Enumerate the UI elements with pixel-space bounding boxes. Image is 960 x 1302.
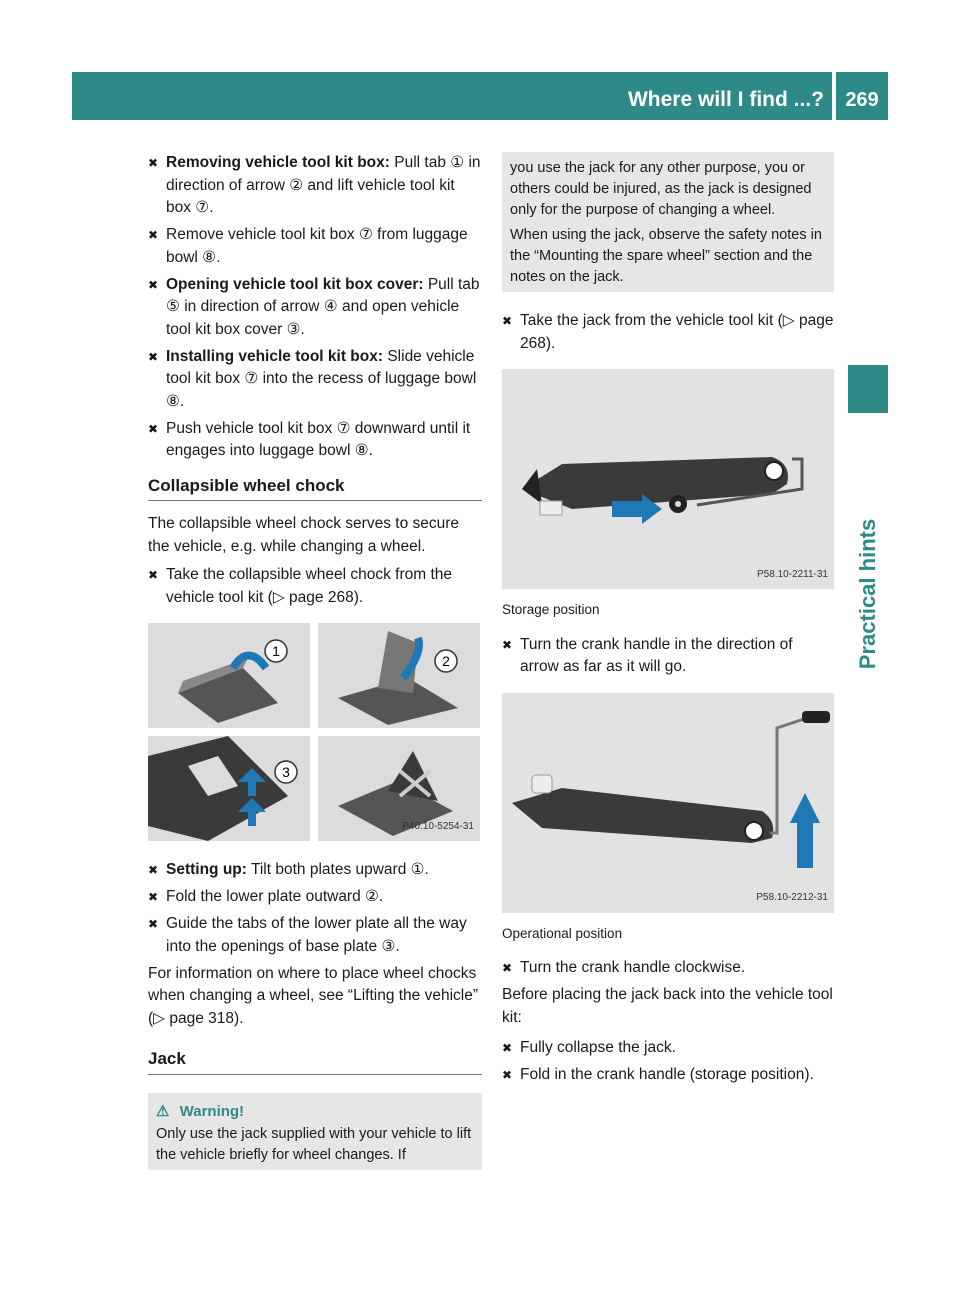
step-arrow-icon: ✖	[148, 890, 159, 904]
callout-2: 2	[442, 653, 450, 669]
figure-caption: Operational position	[502, 925, 623, 941]
step-arrow-icon: ✖	[148, 277, 159, 292]
figure-code: P58.10-2212-31	[756, 892, 828, 903]
figure-caption: Storage position	[502, 602, 600, 617]
step-arrow-icon: ✖	[502, 1068, 513, 1082]
jack-storage-figure	[502, 369, 834, 589]
chock-image-step2	[318, 623, 480, 728]
step-item	[148, 152, 482, 220]
step-text	[166, 226, 468, 266]
chock-info: For information on where to place wheel chocks when changing a wheel, see “Lifting the vehicle” (▷ page 318).	[148, 964, 479, 1027]
step-bold-label: Setting up:	[166, 861, 247, 878]
step-item	[148, 859, 482, 882]
step-text	[166, 915, 467, 955]
step-body: Tilt both plates upward ①.	[246, 861, 429, 878]
page-title: Where will I find ...?	[627, 88, 824, 111]
step-item	[148, 224, 482, 269]
step-item	[148, 274, 482, 342]
step-item	[148, 886, 482, 909]
step-item	[502, 1064, 834, 1087]
step-arrow-icon: ✖	[148, 568, 159, 582]
chock-image-step3	[148, 736, 310, 841]
step-text	[166, 348, 476, 410]
warning-title-text: Warning!	[179, 1102, 245, 1120]
step-arrow-icon: ✖	[148, 228, 159, 242]
step-body: Push vehicle tool kit box ⑦ downward until it engages into luggage bowl ⑧.	[166, 419, 471, 459]
before-placing-text: Before placing the jack back into the vehicle tool kit:	[502, 986, 833, 1026]
step-body: Pull tab ⑤ in direction of arrow ④ and open vehicle tool kit box cover ③.	[166, 275, 480, 338]
step-item	[502, 634, 834, 679]
warning-safety-notes: When using the jack, observe the safety notes in the “Mounting the spare wheel” section and the notes on the jack.	[510, 227, 822, 285]
step-item	[148, 418, 482, 463]
figure-code: P58.10-2211-31	[757, 568, 828, 580]
warning-box-continued	[502, 152, 834, 292]
chock-image-step1	[148, 623, 310, 728]
warning-text: Only use the jack supplied with your vehicle to lift the vehicle briefly for wheel changes. If	[156, 1125, 472, 1163]
left-column	[148, 152, 482, 1170]
step-text: Fold in the crank handle (storage position).	[520, 1066, 814, 1083]
step-item	[502, 310, 834, 355]
step-text	[166, 420, 470, 460]
step-arrow-icon: ✖	[148, 349, 159, 364]
callout-1: 1	[272, 643, 280, 659]
step-body: Pull tab ① in direction of arrow ② and lift vehicle tool kit box ⑦.	[166, 154, 481, 216]
chock-setup-steps	[148, 859, 482, 958]
warning-triangle-icon: ⚠	[156, 1102, 170, 1120]
step-item	[148, 346, 482, 414]
warning-box	[148, 1093, 482, 1170]
step-text: Turn the crank handle clockwise.	[520, 959, 746, 976]
step-text: Turn the crank handle in the direction of arrow as far as it will go.	[520, 635, 793, 675]
step-bold-label: Installing vehicle tool kit box:	[166, 347, 384, 365]
side-tab-label: Practical hints	[855, 518, 880, 670]
page-number: 269	[836, 72, 888, 120]
section-heading-chock: Collapsible wheel chock	[148, 475, 482, 502]
warning-continued-text: you use the jack for any other purpose, you or others could be injured, as the jack is designed only for the purpose of changing a wheel.	[510, 160, 812, 218]
step-text: Fully collapse the jack.	[520, 1039, 676, 1056]
step-body: Slide vehicle tool kit box ⑦ into the recess of luggage bowl ⑧.	[166, 347, 477, 410]
side-tab-marker	[848, 365, 888, 413]
step-text	[166, 861, 429, 878]
step-arrow-icon: ✖	[502, 637, 513, 652]
step-item	[148, 913, 482, 958]
callout-3: 3	[282, 764, 290, 780]
chock-figure	[148, 623, 482, 845]
step-text	[166, 888, 383, 905]
step-bold-label: Opening vehicle tool kit box cover:	[166, 275, 424, 293]
step-text	[166, 276, 480, 338]
step-body: Fold the lower plate outward ②.	[166, 888, 384, 905]
step-arrow-icon: ✖	[502, 961, 513, 975]
step-arrow-icon: ✖	[502, 1041, 513, 1055]
section-heading-jack: Jack	[148, 1048, 482, 1075]
step-arrow-icon: ✖	[148, 421, 159, 436]
jack-operational-figure	[502, 693, 834, 913]
chock-image-step4	[318, 736, 480, 841]
step-text: Take the collapsible wheel chock from the vehicle tool kit (▷ page 268).	[166, 566, 453, 606]
right-column	[502, 152, 834, 1091]
step-arrow-icon: ✖	[148, 156, 159, 170]
step-arrow-icon: ✖	[148, 863, 159, 877]
step-item	[148, 564, 482, 609]
chock-intro: The collapsible wheel chock serves to secure the vehicle, e.g. while changing a wheel.	[148, 515, 460, 555]
step-text: Take the jack from the vehicle tool kit (▷ page 268).	[520, 312, 834, 352]
step-text	[166, 154, 481, 216]
warning-title	[156, 1101, 474, 1122]
step-bold-label: Removing vehicle tool kit box:	[166, 154, 390, 171]
figure-code: P40.10-5254-31	[402, 820, 474, 832]
step-arrow-icon: ✖	[502, 314, 513, 328]
tool-kit-steps	[148, 152, 482, 463]
step-arrow-icon: ✖	[148, 917, 159, 931]
step-body: Guide the tabs of the lower plate all the way into the openings of base plate ③.	[166, 915, 467, 955]
step-body: Remove vehicle tool kit box ⑦ from luggage bowl ⑧.	[166, 226, 468, 266]
step-item	[502, 1037, 834, 1060]
step-item	[502, 957, 834, 980]
